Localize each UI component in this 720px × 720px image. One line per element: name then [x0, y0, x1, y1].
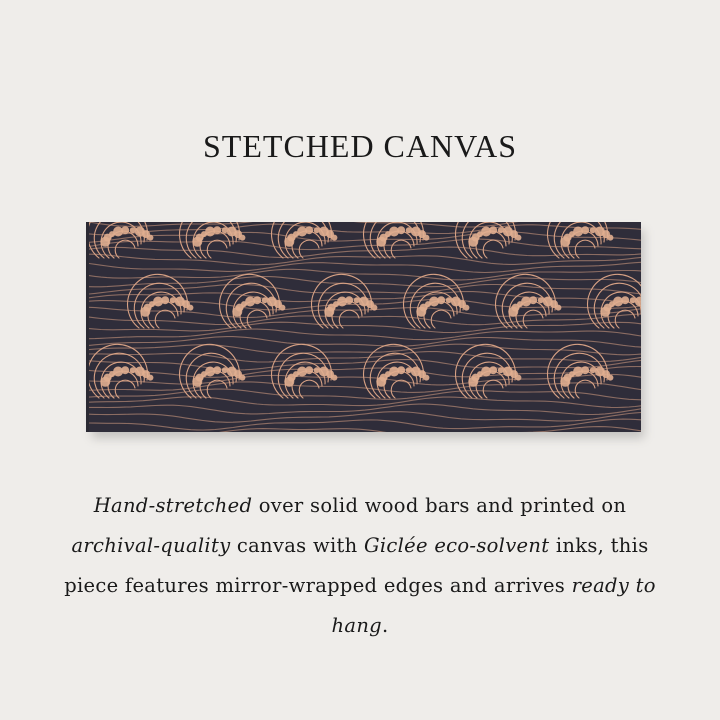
foam-dot	[376, 237, 386, 247]
foam-dot	[284, 237, 294, 247]
foam-dot	[468, 377, 478, 387]
foam-dot	[319, 227, 329, 237]
foam-dot	[416, 307, 426, 317]
foam-dot	[100, 377, 110, 387]
description-emphasis-archival: archival-quality	[71, 534, 231, 557]
foam-dot	[140, 307, 150, 317]
foam-dot	[498, 227, 504, 233]
description-emphasis-ready: ready to hang	[331, 574, 656, 637]
foam-dot	[376, 377, 386, 387]
foam-dot	[630, 297, 636, 303]
foam-dot	[314, 227, 320, 233]
description-text: inks, this piece features mirror-wrapped edges and arrives	[64, 534, 649, 597]
description-text: canvas with	[230, 534, 364, 557]
foam-dot	[175, 297, 185, 307]
canvas-product-image	[86, 222, 638, 436]
foam-dot	[451, 297, 461, 307]
wave-pattern-icon	[89, 222, 641, 432]
description-text: .	[381, 614, 389, 637]
foam-dot	[595, 367, 605, 377]
foam-dot	[468, 237, 478, 247]
foam-dot	[508, 307, 518, 317]
foam-dot	[324, 307, 334, 317]
product-description	[60, 486, 660, 646]
foam-dot	[595, 227, 605, 237]
foam-dot	[100, 237, 110, 247]
foam-dot	[406, 227, 412, 233]
foam-dot	[262, 297, 268, 303]
foam-dot	[232, 307, 242, 317]
foam-dot	[222, 367, 228, 373]
foam-dot	[590, 227, 596, 233]
description-emphasis-giclee: Giclée eco-solvent	[363, 534, 550, 557]
page-title: STETCHED CANVAS	[203, 128, 517, 164]
foam-dot	[192, 377, 202, 387]
foam-dot	[267, 297, 277, 307]
foam-dot	[446, 297, 452, 303]
foam-dot	[227, 367, 237, 377]
foam-dot	[411, 367, 421, 377]
foam-dot	[354, 297, 360, 303]
foam-dot	[192, 237, 202, 247]
foam-dot	[130, 227, 136, 233]
foam-dot	[170, 297, 176, 303]
foam-dot	[590, 367, 596, 373]
foam-dot	[503, 227, 513, 237]
foam-dot	[406, 367, 412, 373]
foam-dot	[538, 297, 544, 303]
description-text: over solid wood bars and printed on	[252, 494, 627, 517]
foam-dot	[498, 367, 504, 373]
foam-dot	[130, 367, 136, 373]
foam-dot	[135, 367, 145, 377]
foam-dot	[359, 297, 369, 307]
foam-dot	[503, 367, 513, 377]
foam-dot	[319, 367, 329, 377]
description-emphasis-hand-stretched: Hand-stretched	[93, 494, 253, 517]
foam-dot	[227, 227, 237, 237]
foam-dot	[600, 307, 610, 317]
foam-dot	[135, 227, 145, 237]
foam-dot	[222, 227, 228, 233]
foam-dot	[543, 297, 553, 307]
foam-dot	[411, 227, 421, 237]
foam-dot	[314, 367, 320, 373]
foam-dot	[560, 377, 570, 387]
foam-dot	[284, 377, 294, 387]
wave-pattern-artwork	[86, 222, 641, 432]
foam-dot	[560, 237, 570, 247]
